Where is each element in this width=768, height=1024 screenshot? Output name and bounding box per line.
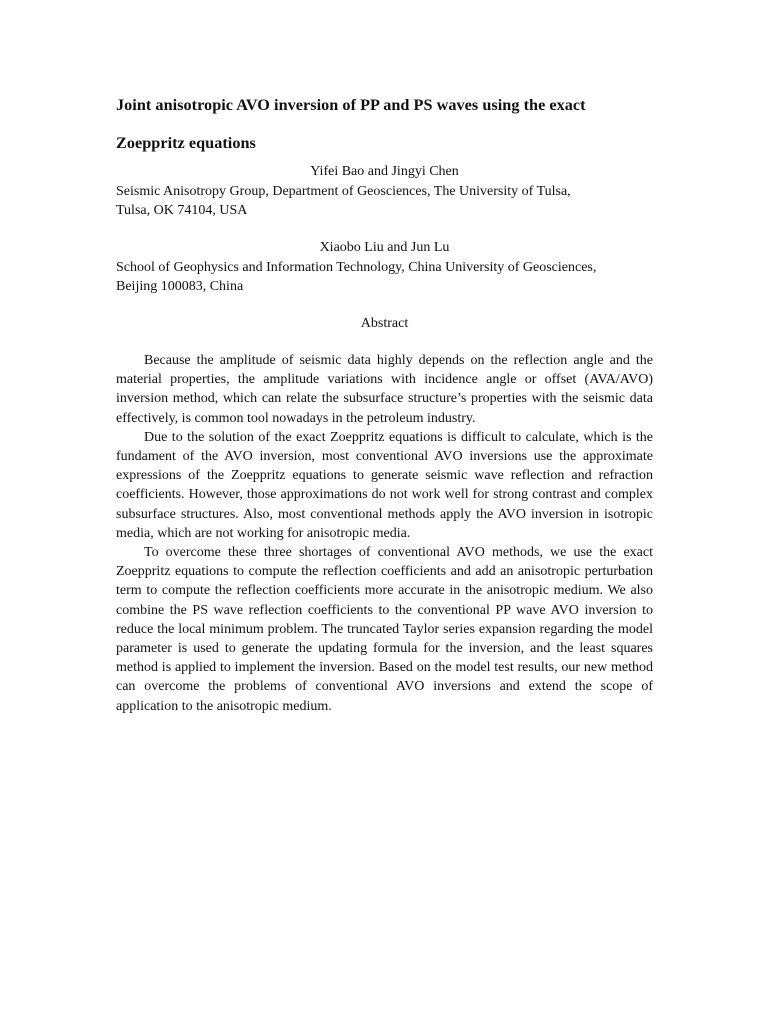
abstract-body — [116, 351, 653, 716]
paper-title-line-1: Joint anisotropic AVO inversion of PP and PS waves using the exact — [116, 96, 586, 114]
affiliation-1-line-1: Seismic Anisotropy Group, Department of Geosciences, The University of Tulsa, — [116, 184, 571, 199]
authors-group-2: Xiaobo Liu and Jun Lu — [319, 240, 450, 255]
abstract-paragraph-3: To overcome these three shortages of conventional AVO methods, we use the exact Zoeppritz equations to compute the reflection coefficients and add an anisotropic perturbation term to compute the reflection coefficients more accurate in the anisotropic medium. We also combine the PS wave reflection coefficients to the conventional PP wave AVO inversion to reduce the local minimum problem. The truncated Taylor series expansion regarding the model parameter is used to generate the updating formula for the inversion, and the least squares method is applied to implement the inversion. Based on the model test results, our new method can overcome the problems of conventional AVO inversions and extend the scope of application to the anisotropic medium. — [116, 545, 653, 714]
paper-title-line-2: Zoeppritz equations — [116, 134, 256, 152]
abstract-paragraph-2: Due to the solution of the exact Zoeppritz equations is difficult to calculate, which is the fundament of the AVO inversion, most conventional AVO inversions use the approximate expressions of the Zoeppritz equations to generate seismic wave reflection and refraction coefficients. However, those approximations do not work well for strong contrast and complex subsurface structures. Also, most conventional methods apply the AVO inversion in isotropic media, which are not working for anisotropic media. — [116, 429, 653, 541]
authors-group-1: Yifei Bao and Jingyi Chen — [310, 164, 459, 179]
abstract-paragraph-1: Because the amplitude of seismic data highly depends on the reflection angle and the material properties, the amplitude variations with incidence angle or offset (AVA/AVO) inversion method, which can relate the subsurface structure’s properties with the seismic data effectively, is common tool nowadays in the petroleum industry. — [116, 353, 653, 426]
abstract-heading: Abstract — [360, 316, 409, 331]
affiliation-1-line-2: Tulsa, OK 74104, USA — [116, 203, 248, 218]
affiliation-2-line-2: Beijing 100083, China — [116, 279, 244, 294]
affiliation-2-line-1: School of Geophysics and Information Technology, China University of Geosciences, — [116, 260, 597, 275]
